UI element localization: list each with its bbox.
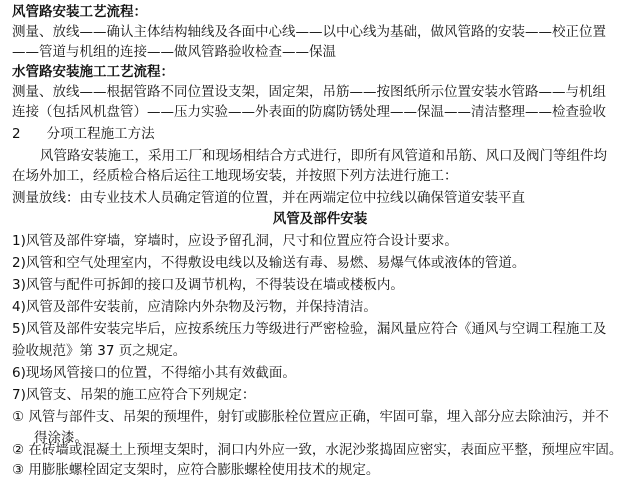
method-paragraph-line: 在场外加工，经质检合格后运往工地现场安装，并按照下列方法进行施工： bbox=[12, 168, 458, 184]
measure-line: 测量放线：由专业技术人员确定管道的位置，并在两端定位中拉线以确保管道安装平直 bbox=[12, 190, 525, 206]
list-item: 验收规范》第 37 页之规定。 bbox=[12, 343, 187, 359]
sub-list-item: ② 在砖墙或混凝土上预埋支架时，洞口内外应一致，水泥沙浆捣固应密实，表面应平整，预埋应牢固。 bbox=[12, 442, 623, 458]
sub-list-item: ① 风管与部件支、吊架的预埋件，射钉或膨胀栓位置应正确，牢固可靠，埋入部分应去除油污，并不 bbox=[12, 409, 609, 425]
sub-list-item: ③ 用膨胀螺栓固定支架时，应符合膨胀螺栓使用技术的规定。 bbox=[12, 462, 380, 478]
section-heading bbox=[12, 124, 632, 144]
list-item: 1)风管及部件穿墙，穿墙时，应设予留孔洞，尺寸和位置应符合设计要求。 bbox=[12, 233, 458, 249]
list-item: 3)风管与配件可拆卸的接口及调节机构，不得装设在墙或楼板内。 bbox=[12, 277, 404, 293]
list-item: 5)风管及部件安装完毕后，应按系统压力等级进行严密检验，漏风量应符合《通风与空调工程施工及 bbox=[12, 321, 607, 337]
duct-process-line: 测量、放线——确认主体结构轴线及各面中心线——以中心线为基础，做风管路的安装——校正位置 bbox=[12, 24, 606, 40]
duct-process-title: 风管路安装工艺流程： bbox=[12, 4, 147, 20]
sub-list-item: 得涂漆。 bbox=[34, 430, 88, 446]
list-item: 7)风管支、吊架的施工应符合下列规定： bbox=[12, 387, 256, 403]
list-item: 2)风管和空气处理室内，不得敷设电线以及输送有毒、易燃、易爆气体或液体的管道。 bbox=[12, 255, 526, 271]
section-number: 2 bbox=[12, 126, 21, 142]
section-title: 分项工程施工方法 bbox=[46, 126, 155, 142]
water-process-line: 测量、放线——根据管路不同位置设支架，固定架，吊筋——按图纸所示位置安装水管路——与机组 bbox=[12, 84, 606, 100]
water-process-line: 连接（包括风机盘管）——压力实验——外表面的防腐防锈处理——保温——清洁整理——检查验收 bbox=[12, 104, 606, 120]
water-process-title: 水管路安装施工工艺流程： bbox=[12, 64, 174, 80]
duct-process-line: ——管道与机组的连接——做风管路验收检查——保温 bbox=[12, 44, 336, 60]
duct-parts-heading: 风管及部件安装 bbox=[272, 211, 368, 227]
list-item: 6)现场风管接口的位置，不得缩小其有效截面。 bbox=[12, 365, 296, 381]
list-item: 4)风管及部件安装前，应清除内外杂物及污物，并保持清洁。 bbox=[12, 299, 377, 315]
method-paragraph-line: 风管路安装施工，采用工厂和现场相结合方式进行，即所有风管道和吊筋、风口及阀门等组件均 bbox=[40, 148, 607, 164]
